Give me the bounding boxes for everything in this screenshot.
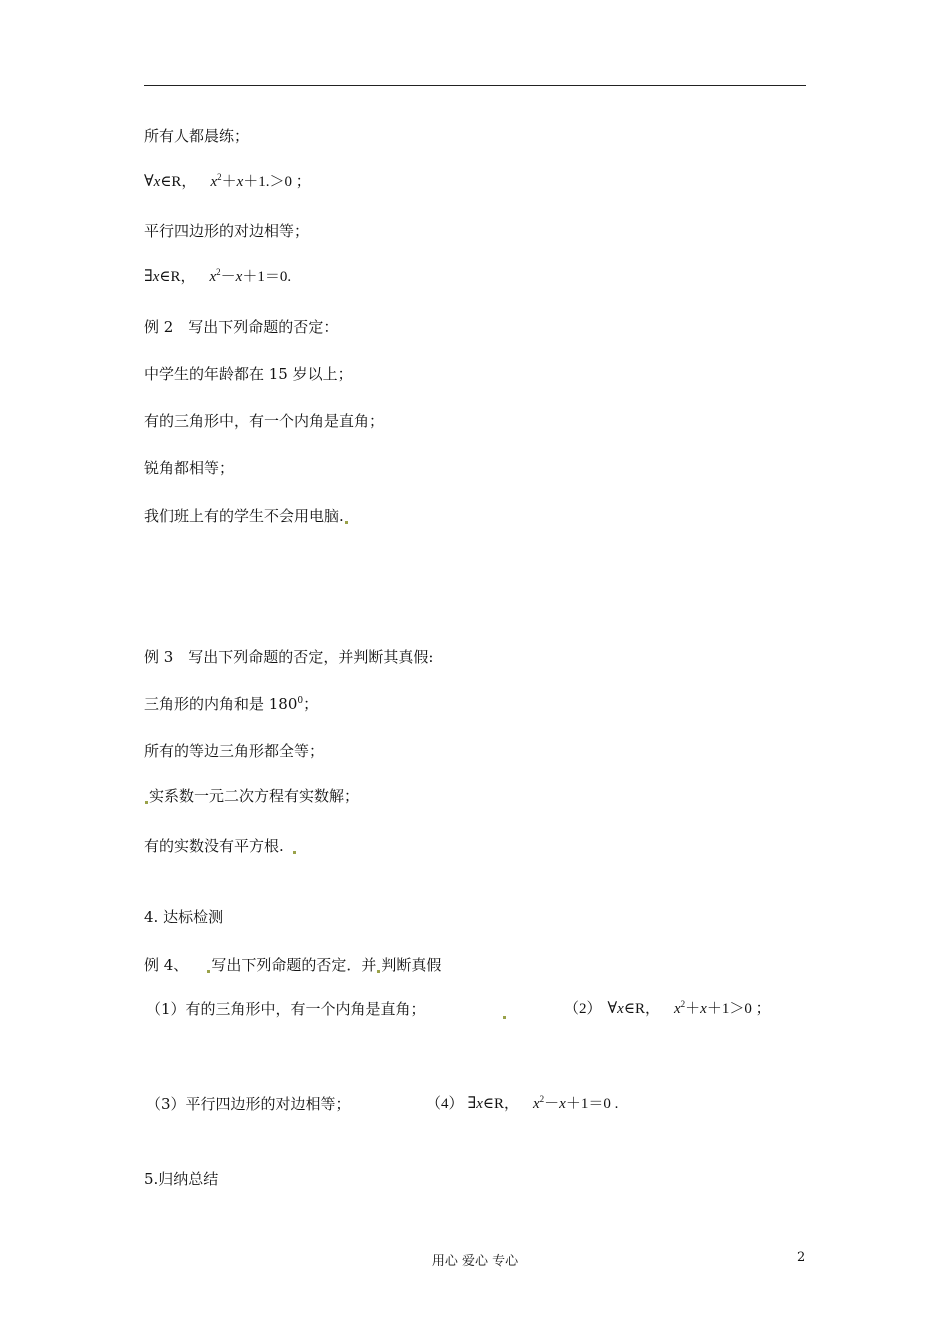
example-3-item-1: 三角形的内角和是 $180^0$；: [144, 695, 319, 713]
example-3-item-2: 所有的等边三角形都全等；: [144, 742, 325, 760]
example-2-item-3: 锐角都相等；: [144, 459, 235, 477]
example-2-title: 例 2 写出下列命题的否定：: [144, 318, 339, 336]
header-rule: [144, 85, 806, 86]
example-2-item-2: 有的三角形中，有一个内角是直角；: [144, 412, 385, 430]
example-2-item-4: 我们班上有的学生不会用电脑.: [144, 506, 349, 526]
section-4-heading: 4. 达标检测: [144, 908, 224, 926]
example-3-title: 例 3 写出下列命题的否定，并判断其真假:: [144, 648, 434, 666]
section-5-heading: 5.归纳总结: [144, 1170, 219, 1188]
marker-dot: [377, 970, 380, 973]
forall-symbol: ∀: [607, 1000, 618, 1017]
statement-line-1: 所有人都晨练；: [144, 127, 250, 145]
statement-line-2: ∀x∈R， $x^2+x+1.>0$ ；: [144, 172, 311, 190]
marker-dot-row: [502, 1001, 507, 1021]
example-3-item-4: 有的实数没有平方根.: [144, 836, 297, 856]
page-number: 2: [797, 1250, 806, 1265]
marker-dot: [503, 1016, 506, 1019]
example-4-title: 例 4、 写出下列命题的否定．并 判断真假: [144, 956, 442, 974]
example-4-item-3: （3）平行四边形的对边相等；: [146, 1095, 351, 1113]
statement-line-4: ∃x∈R， $x^2-x+1=0$.: [144, 267, 292, 285]
statement-line-3: 平行四边形的对边相等；: [144, 222, 310, 240]
footer-text: 用心 爱心 专心: [431, 1254, 519, 1269]
example-4-item-1: （1）有的三角形中，有一个内角是直角；: [146, 1000, 426, 1018]
example-4-item-4: （4） ∃x∈R， $x^2-x+1=0$ .: [426, 1094, 619, 1112]
exists-symbol: ∃: [144, 268, 153, 285]
marker-dot: [345, 521, 348, 524]
marker-dot: [145, 801, 148, 804]
marker-dot: [207, 970, 210, 973]
exists-symbol: ∃: [467, 1095, 477, 1112]
example-2-item-1: 中学生的年龄都在 15 岁以上；: [144, 365, 353, 383]
forall-symbol: ∀: [144, 173, 154, 190]
example-3-item-3: 实系数一元二次方程有实数解；: [144, 786, 359, 806]
example-4-item-2: （2） ∀x∈R， $x^2+x+1>0$ ；: [564, 999, 771, 1017]
marker-dot: [293, 851, 296, 854]
